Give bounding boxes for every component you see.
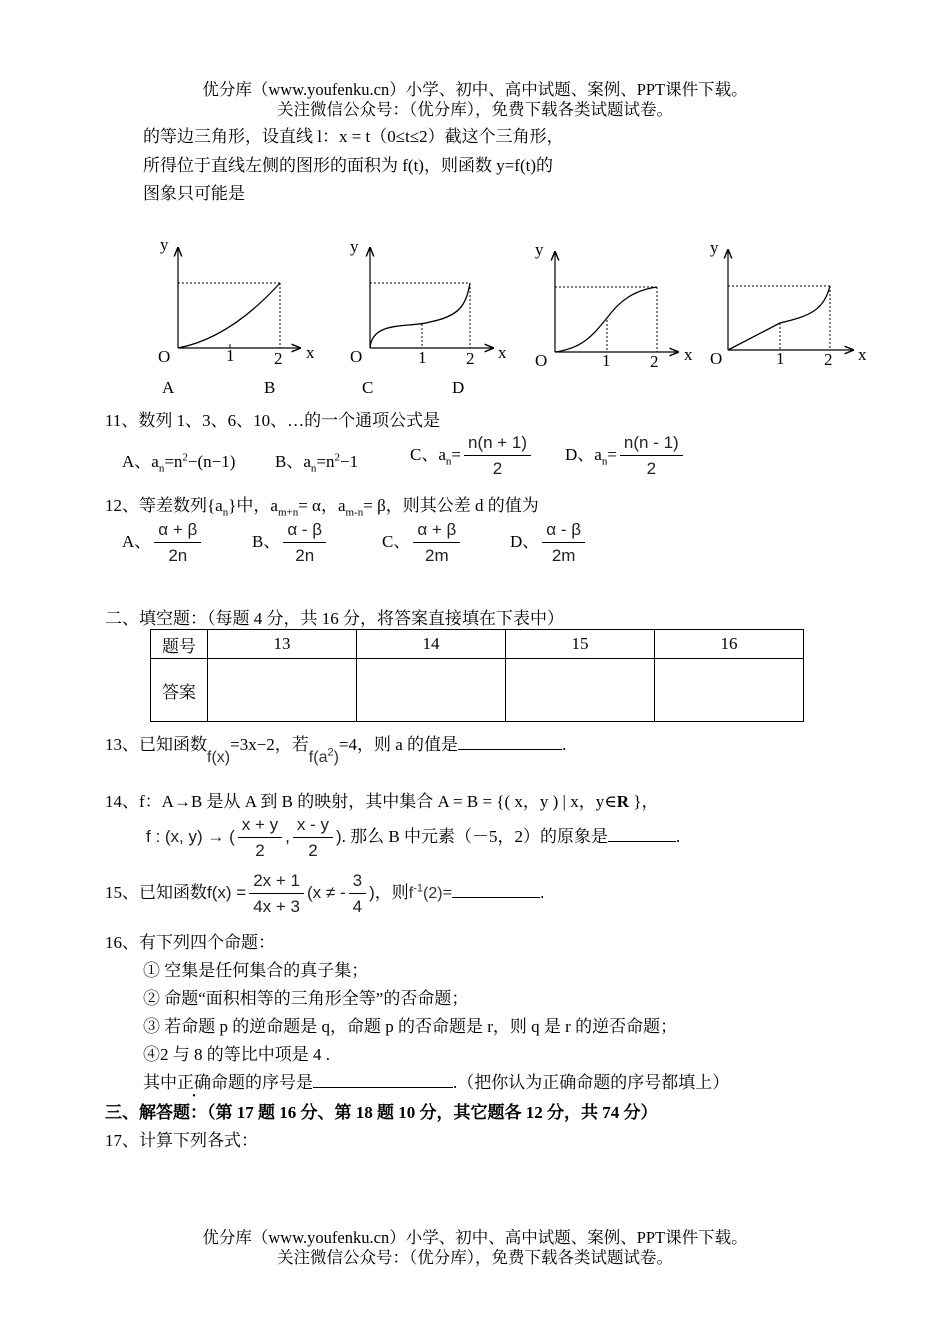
page-header-line2: 关注微信公众号：（优分库），免费下载各类试题试卷。 [277,100,673,119]
q16-item2: ② 命题“面积相等的三角形全等”的否命题； [143,989,469,1008]
graph-label-d: D [452,378,465,397]
graph-a-tick2: 2 [274,349,283,368]
graph-c-origin: O [535,351,548,370]
table-col-13: 13 [208,630,357,659]
graph-a [178,248,300,348]
table-col-14: 14 [357,630,506,659]
section2-title: 二、填空题：（每题 4 分，共 16 分，将答案直接填在下表中） [105,609,564,628]
graph-c [555,252,678,352]
q14-line1: 14、f：A→B 是从 A 到 B 的映射，其中集合 A = B = {( x，y ) | x，y∈R }， [105,792,659,811]
q10-line1: 的等边三角形，设直线 l：x = t（0≤t≤2）截这个三角形， [143,127,564,146]
q12-option-d: D、 $\frac{\alpha - \beta}{2m}$ [510,520,588,566]
graph-d-tick2: 2 [824,350,833,369]
q16-item4: ④2 与 8 的等比中项是 4 . [143,1045,330,1064]
graph-b-x-label: x [498,343,507,362]
q15-blank[interactable] [452,897,540,898]
q16-item1: ① 空集是任何集合的真子集； [143,961,369,980]
graph-a-x-label: x [306,343,315,362]
q16-item3: ③ 若命题 p 的逆命题是 q，命题 p 的否命题是 r，则 q 是 r 的逆否命题； [143,1017,678,1036]
graph-label-a: A [162,378,175,397]
q11-option-d: D、$a_n=$ $\frac{n(n - 1)}{2}$ [565,433,686,479]
table-header-label: 题号 [151,630,208,659]
graph-b-origin: O [350,347,363,366]
q12-option-c: C、 $\frac{\alpha + \beta}{2m}$ [382,520,463,566]
q11-stem: 11、数列 1、3、6、10、…的一个通项公式是 [105,411,441,430]
graph-a-y-label: y [160,235,169,254]
table-answer-label: 答案 [151,659,208,722]
q12-option-a: A、 $\frac{\alpha + \beta}{2n}$ [122,520,204,566]
graph-c-tick2: 2 [650,352,659,371]
graph-d-y-label: y [710,238,719,257]
q11-option-a: A、$a_n=n^2-(n-1)$ [122,451,236,475]
graph-b-tick2: 2 [466,349,475,368]
page-header-line1: 优分库（www.youfenku.cn）小学、初中、高中试题、案例、PPT课件下载。 [202,80,748,99]
q10-line3: 图象只可能是 [143,184,245,203]
q13-blank[interactable] [458,749,562,750]
page-footer-line1: 优分库（www.youfenku.cn）小学、初中、高中试题、案例、PPT课件下载。 [202,1228,748,1247]
graph-b-tick1: 1 [418,348,427,367]
q12-option-b: B、 $\frac{\alpha - \beta}{2n}$ [252,520,329,566]
q16-blank[interactable] [313,1087,453,1088]
q13: 13、已知函数f(x)=3x−2，若$f(a^2)=4$，则 a 的值是 . [105,735,567,766]
table-col-15: 15 [506,630,655,659]
graph-a-origin: O [158,347,171,366]
graph-label-c: C [362,378,374,397]
graph-d-tick1: 1 [776,349,785,368]
answer-table [150,629,804,722]
graph-c-y-label: y [535,240,544,259]
q16-stem: 16、有下列四个命题： [105,933,275,952]
q14-blank[interactable] [608,841,676,842]
answer-cell-13[interactable] [208,659,357,722]
graph-d-x-label: x [858,345,867,364]
graph-b-y-label: y [350,237,359,256]
graph-d [728,250,853,350]
answer-cell-16[interactable] [655,659,804,722]
graph-label-b: B [264,378,276,397]
graph-c-tick1: 1 [602,351,611,370]
graph-b [370,248,493,348]
table-col-16: 16 [655,630,804,659]
answer-cell-14[interactable] [357,659,506,722]
q12-stem: 12、等差数列$\{a_n\}$中，$a_{m+n}= \alpha$，$a_{m-n}= \beta$，则其公差 d 的值为 [105,496,539,519]
q14-line2: f : (x, y) → ( $\frac{x + y}{2}$ , $\frac{x - y}{2}$ ). 那么 B 中元素（－5，2）的原象是 . [146,815,681,860]
section3-title: 三、解答题：（第 17 题 16 分、第 18 题 10 分，其它题各 12 分，共 74 分） [105,1103,658,1122]
q11-option-b: B、$a_n=n^2-1$ [275,451,359,475]
q10-line2: 所得位于直线左侧的图形的面积为 f(t)，则函数 y=f(t)的 [143,156,553,175]
q15: 15、已知函数f(x) = $\frac{2x + 1}{4x + 3}$ (x ≠ - $\frac{3}{4}$ )，则$f^{-1}(2)=$ . [105,871,545,916]
answer-cell-15[interactable] [506,659,655,722]
q16-last: 其中正确命题的序号是 .（把你认为正确命题的序号都填上） [143,1073,730,1092]
page-footer-line2: 关注微信公众号：（优分库），免费下载各类试题试卷。 [277,1248,673,1267]
answer-graphs [0,230,950,405]
graph-a-tick1: 1 [226,346,235,365]
graph-d-origin: O [710,349,723,368]
q17-stem: 17、计算下列各式： [105,1131,258,1150]
graph-c-x-label: x [684,345,693,364]
q11-option-c: C、$a_n=$ $\frac{n(n + 1)}{2}$ [410,433,534,479]
